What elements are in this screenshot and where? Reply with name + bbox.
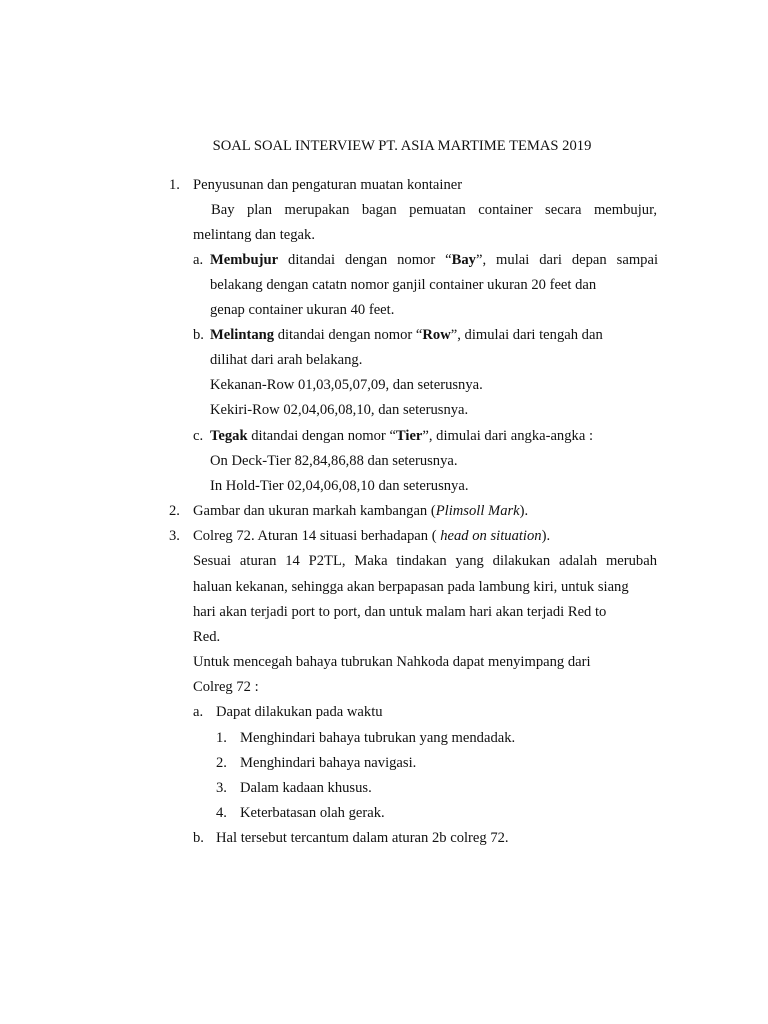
item-1a-marker: a. (193, 252, 204, 268)
section-1-intro-line-2: melintang dan tegak. (193, 227, 315, 243)
section-1-intro-text-1: Bay plan merupakan bagan pemuatan container secara membujur, (211, 202, 657, 218)
item-3b-text: Hal tersebut tercantum dalam aturan 2b colreg 72. (216, 830, 509, 846)
section-3-p1-line-2: haluan kekanan, sehingga akan berpapasan pada lambung kiri, untuk siang (193, 579, 629, 595)
item-1c-marker: c. (193, 428, 204, 444)
section-2-text-italic: Plimsoll Mark (435, 503, 520, 519)
item-1b-line-1 (210, 326, 603, 344)
item-1a-line-3: genap container ukuran 40 feet. (210, 302, 395, 318)
section-3-heading-italic: head on situation (440, 528, 542, 544)
item-1a-line-1 (210, 251, 658, 269)
item-3a-sub-4-text: Keterbatasan olah gerak. (240, 805, 385, 821)
item-1b-line-2: dilihat dari arah belakang. (210, 352, 363, 368)
item-3a-sub-3-text: Dalam kadaan khusus. (240, 780, 372, 796)
section-1-heading: Penyusunan dan pengaturan muatan kontainer (193, 177, 463, 193)
section-3-heading (193, 527, 550, 545)
item-3a-sub-1-number: 1. (216, 730, 227, 746)
item-1c-line-2: On Deck-Tier 82,84,86,88 dan seterusnya. (210, 453, 458, 469)
item-1c-line-3: In Hold-Tier 02,04,06,08,10 dan seterusnya. (210, 478, 469, 494)
item-1a-term: Membujur (210, 252, 279, 268)
item-3a-sub-1-text: Menghindari bahaya tubrukan yang mendadak. (240, 730, 516, 746)
section-3-p1-line-1 (193, 552, 657, 570)
item-1a-bay-label: Bay (451, 252, 476, 268)
section-3-heading-post: ). (541, 528, 551, 544)
item-3a-sub-3-number: 3. (216, 780, 227, 796)
section-2-number: 2. (169, 503, 180, 519)
item-3a-sub-4-number: 4. (216, 805, 227, 821)
item-1c-mid: ditandai dengan nomor “ (247, 428, 396, 444)
item-1a-mid: ditandai dengan nomor “ (278, 252, 452, 268)
section-1-intro-line-1 (211, 201, 657, 219)
item-1c-line-1 (210, 427, 593, 445)
item-1b-end: ”, dimulai dari tengah dan (450, 327, 603, 343)
item-1c-end: ”, dimulai dari angka-angka : (422, 428, 594, 444)
item-3b-marker: b. (193, 830, 204, 846)
section-3-number: 3. (169, 528, 180, 544)
item-1a-end: ”, mulai dari depan sampai (475, 252, 658, 268)
item-1b-row-label: Row (422, 327, 451, 343)
item-3a-sub-2-number: 2. (216, 755, 227, 771)
section-3-p2-line-2: Colreg 72 : (193, 679, 259, 695)
item-1c-tier-label: Tier (395, 428, 423, 444)
section-2-text (193, 502, 528, 520)
item-1a-line-1-part-1 (210, 251, 658, 269)
section-2-text-pre: Gambar dan ukuran markah kambangan ( (193, 503, 436, 519)
item-1b-line-3: Kekanan-Row 01,03,05,07,09, dan seterusnya. (210, 377, 483, 393)
section-2-text-post: ). (519, 503, 529, 519)
section-3-p1-text-1: Sesuai aturan 14 P2TL, Maka tindakan yang dilakukan adalah merubah (193, 553, 657, 569)
item-3a-text: Dapat dilakukan pada waktu (216, 704, 383, 720)
section-3-heading-pre: Colreg 72. Aturan 14 situasi berhadapan ( (193, 528, 441, 544)
item-1b-mid: ditandai dengan nomor “ (274, 327, 423, 343)
document-title: SOAL SOAL INTERVIEW PT. ASIA MARTIME TEMAS 2019 (212, 138, 592, 154)
item-1b-marker: b. (193, 327, 204, 343)
item-3a-sub-2-text: Menghindari bahaya navigasi. (240, 755, 417, 771)
item-3a-marker: a. (193, 704, 204, 720)
item-1b-term: Melintang (210, 327, 275, 343)
section-3-p2-line-1: Untuk mencegah bahaya tubrukan Nahkoda dapat menyimpang dari (193, 654, 591, 670)
item-1c-term: Tegak (210, 428, 248, 444)
section-1-number: 1. (169, 177, 180, 193)
item-1b-line-4: Kekiri-Row 02,04,06,08,10, dan seterusnya. (210, 402, 469, 418)
section-3-p1-line-3: hari akan terjadi port to port, dan untuk malam hari akan terjadi Red to (193, 604, 607, 620)
section-3-p1-line-4: Red. (193, 629, 221, 645)
item-1a-line-2: belakang dengan catatn nomor ganjil container ukuran 20 feet dan (210, 277, 597, 293)
